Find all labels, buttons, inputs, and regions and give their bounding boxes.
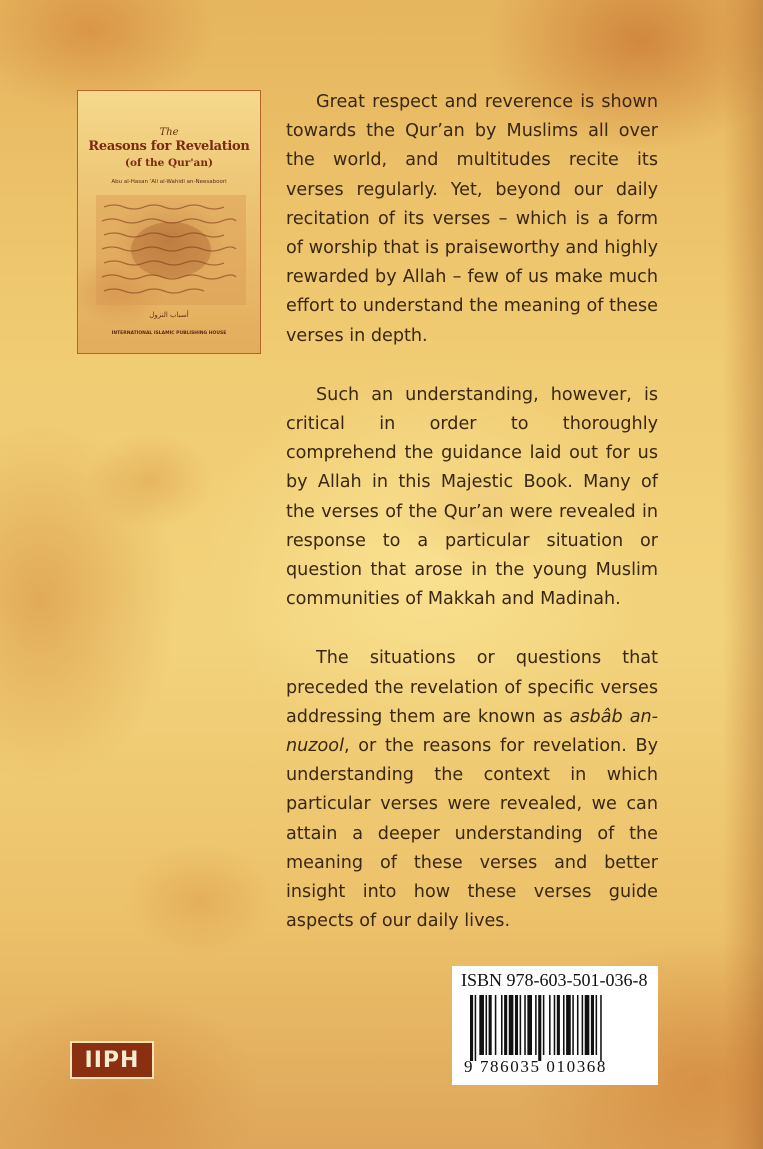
thumbnail-title-subtitle: (of the Qur'an): [125, 157, 213, 169]
paragraph-3-intro: The situations or questions that preceded the revelation of specific verses addressing them are known as: [286, 648, 658, 727]
thumbnail-publisher: INTERNATIONAL ISLAMIC PUBLISHING HOUSE: [111, 331, 227, 336]
paragraph-3-rest: , or the reasons for revelation. By understanding the context in which particular verses were revealed, we can attain a deeper understanding of the meaning of these verses and better insight into how these verses guide aspects of our daily lives.: [286, 736, 658, 932]
thumbnail-title-main: Reasons for Revelation: [88, 139, 250, 154]
back-cover-description: [286, 88, 658, 966]
logo-text: IIPH: [84, 1047, 140, 1073]
paragraph-2: Such an understanding, however, is critical in order to thoroughly comprehend the guidance laid out for us by Allah in this Majestic Book. Many of the verses of the Qur’an were revealed in response to a particular situation or question that arose in the young Muslim communities of Makkah and Madinah.: [286, 384, 658, 610]
paragraph-3: [286, 644, 658, 936]
paragraph-1: Great respect and reverence is shown towards the Qur’an by Muslims all over the world, and multitudes recite its verses regularly. Yet, beyond our daily recitation of its verses – which is a form of worship that is praiseworthy and highly rewarded by Allah – few of us make much effort to understand the meaning of these verses in depth.: [286, 92, 658, 346]
spine-edge-shadow: [723, 0, 763, 1149]
asbab-an-nuzool-term: asbâb an-nuzool: [286, 706, 658, 757]
isbn-barcode-block: [452, 966, 658, 1085]
iiph-logo: [70, 1041, 154, 1079]
thumbnail-title-the: The: [159, 127, 179, 138]
thumbnail-arabic-title: أسباب النزول: [149, 311, 189, 319]
barcode-digits: 9 786035 010368: [464, 1057, 607, 1076]
thumbnail-author: Abu al-Hasan 'Ali al-Wahidi an-Neesaboori: [111, 179, 227, 185]
front-cover-thumbnail: [77, 90, 261, 354]
isbn-number: ISBN 978-603-501-036-8: [461, 970, 648, 990]
manuscript-image: [96, 195, 246, 305]
barcode-icon: [470, 995, 646, 1061]
